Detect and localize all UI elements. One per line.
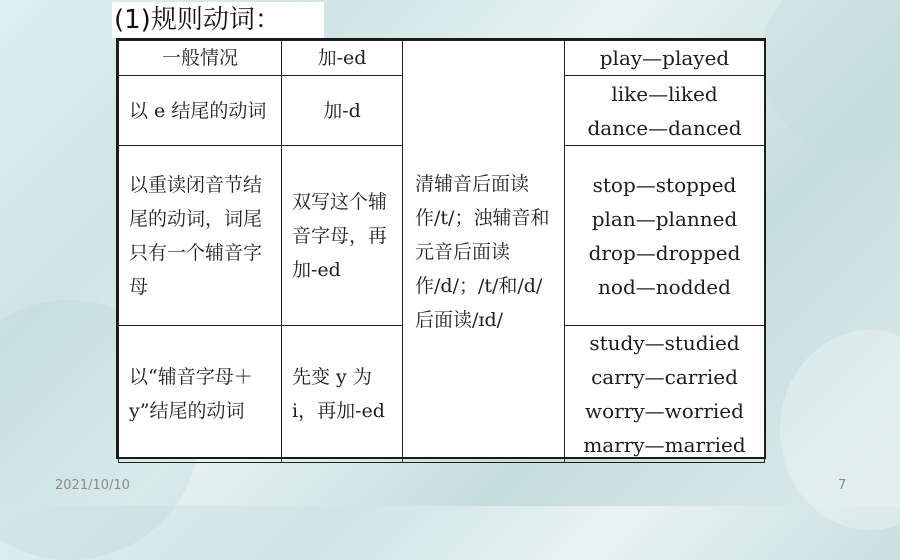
example-item: drop—dropped	[588, 240, 741, 265]
method-cell: 先变 y 为 i，再加-ed	[282, 326, 403, 463]
background-shape	[760, 0, 900, 160]
case-cell: 以 e 结尾的动词	[119, 76, 282, 146]
verb-rules-table	[116, 38, 766, 459]
case-cell: 一般情况	[119, 41, 282, 76]
pronunciation-cell: 清辅音后面读作/t/；浊辅音和元音后面读作/d/；/t/和/d/后面读/ɪd/	[403, 41, 565, 463]
examples-cell	[565, 76, 765, 146]
example-item: play—played	[599, 46, 730, 70]
footer-date: 2021/10/10	[55, 478, 130, 493]
page-number: 7	[838, 478, 847, 493]
slide-title: (1)规则动词：	[112, 2, 324, 38]
example-item: like—liked	[611, 81, 718, 106]
method-cell: 双写这个辅音字母，再加-ed	[282, 146, 403, 326]
example-item: stop—stopped	[592, 172, 737, 197]
table-row	[119, 41, 765, 76]
method-cell: 加-d	[282, 76, 403, 146]
background-shape	[780, 330, 900, 530]
examples-cell	[565, 146, 765, 326]
example-item: worry—worried	[585, 399, 744, 423]
examples-cell	[565, 326, 765, 463]
examples-cell	[565, 41, 765, 76]
example-item: dance—danced	[587, 115, 742, 140]
example-item: marry—married	[583, 433, 746, 457]
case-cell: 以重读闭音节结尾的动词，词尾只有一个辅音字母	[119, 146, 282, 326]
example-item: nod—nodded	[598, 274, 731, 299]
example-item: study—studied	[589, 331, 740, 355]
example-item: carry—carried	[591, 365, 738, 389]
example-item: plan—planned	[591, 206, 738, 231]
method-cell: 加-ed	[282, 41, 403, 76]
case-cell: 以“辅音字母＋y”结尾的动词	[119, 326, 282, 463]
